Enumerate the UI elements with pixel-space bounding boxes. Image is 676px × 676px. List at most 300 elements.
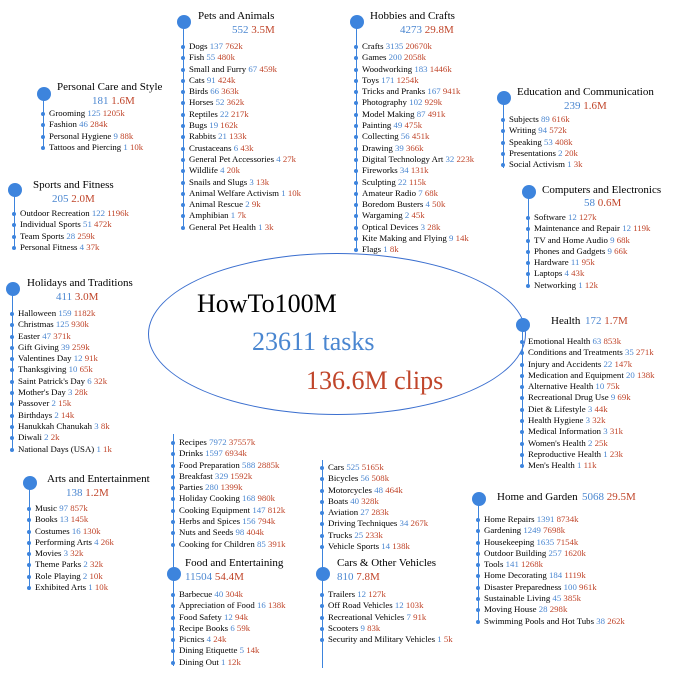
item-name: Fireworks xyxy=(362,165,398,176)
item-clip-count: 68k xyxy=(616,234,630,245)
item-clip-count: 1182k xyxy=(73,308,96,318)
category-items xyxy=(12,308,112,455)
item-task-count: 20 xyxy=(625,369,635,380)
item-name: Home Repairs xyxy=(484,514,535,524)
category-item xyxy=(356,64,474,75)
category-node-dot xyxy=(316,567,330,581)
item-name: Hardware xyxy=(534,257,569,268)
item-clip-count: 1205k xyxy=(102,108,125,118)
category-task-count: 172 xyxy=(585,315,602,327)
category-item xyxy=(173,505,286,516)
item-task-count: 3 xyxy=(67,387,73,398)
category-title: Education and Communication xyxy=(517,86,654,98)
item-task-count: 9 xyxy=(360,622,365,633)
item-task-count: 22 xyxy=(603,358,613,369)
item-name: Crafts xyxy=(362,41,384,51)
item-task-count: 588 xyxy=(242,459,256,470)
item-clip-count: 371k xyxy=(53,330,71,341)
item-task-count: 1 xyxy=(230,210,236,221)
item-task-count: 125 xyxy=(87,108,101,118)
item-task-count: 9 xyxy=(113,130,118,141)
category-item xyxy=(183,165,301,176)
category-title: Sports and Fitness xyxy=(33,179,114,191)
category-item xyxy=(322,462,428,473)
category-item xyxy=(356,97,474,108)
item-task-count: 156 xyxy=(242,516,256,527)
category-title: Home and Garden xyxy=(497,491,578,503)
item-task-count: 3 xyxy=(249,176,254,187)
item-task-count: 94 xyxy=(538,125,548,136)
category-task-count: 205 xyxy=(52,193,69,205)
category-item xyxy=(29,537,114,548)
category-item xyxy=(522,460,655,471)
item-name: Trailers xyxy=(328,589,356,599)
item-name: Presentations xyxy=(509,147,556,158)
item-name: TV and Home Audio xyxy=(534,234,608,245)
item-clip-count: 131k xyxy=(410,165,429,176)
item-task-count: 12 xyxy=(567,212,577,222)
item-task-count: 168 xyxy=(242,493,256,504)
item-name: Flags xyxy=(362,244,382,255)
category-item xyxy=(356,41,474,52)
item-name: Cooking for Children xyxy=(179,538,255,549)
item-task-count: 10 xyxy=(595,381,605,392)
item-clip-count: 8k xyxy=(100,420,110,431)
item-clip-count: 10k xyxy=(89,570,103,581)
item-clip-count: 88k xyxy=(120,130,134,141)
category-item xyxy=(356,52,474,63)
item-clip-count: 464k xyxy=(385,484,403,495)
item-name: Picnics xyxy=(179,634,205,645)
category-item xyxy=(522,438,655,449)
category-item xyxy=(14,219,129,230)
category-item xyxy=(12,398,112,409)
category-item xyxy=(528,280,650,291)
item-name: Tools xyxy=(484,559,504,570)
category-task-count: 411 xyxy=(56,291,73,303)
category-item xyxy=(29,526,114,537)
item-name: Grooming xyxy=(49,108,86,118)
category-title: Cars & Other Vehicles xyxy=(337,557,437,569)
item-clip-count: 262k xyxy=(607,615,625,626)
item-task-count: 12 xyxy=(357,589,367,599)
category-item xyxy=(173,539,286,550)
item-clip-count: 328k xyxy=(361,495,379,506)
category-item xyxy=(29,582,114,593)
category-stats xyxy=(232,23,275,37)
item-clip-count: 20k xyxy=(226,165,240,176)
category-item xyxy=(522,347,655,358)
item-clip-count: 127k xyxy=(368,589,386,599)
item-clip-count: 147k xyxy=(614,358,633,369)
category-item xyxy=(183,52,301,63)
item-name: Reptiles xyxy=(189,108,218,119)
item-name: Driving Techniques xyxy=(328,518,398,529)
category-item xyxy=(356,143,474,154)
item-name: Subjects xyxy=(509,114,539,124)
category-clip-count: 1.7M xyxy=(604,315,628,327)
item-clip-count: 616k xyxy=(552,114,570,124)
category-item xyxy=(173,589,286,600)
category-item xyxy=(183,131,301,142)
item-name: Disaster Preparedness xyxy=(484,581,562,592)
category-item xyxy=(478,570,625,581)
item-name: Crustaceans xyxy=(189,142,232,153)
category-item xyxy=(183,188,301,199)
category-task-count: 5068 xyxy=(582,491,604,503)
category-node-dot xyxy=(497,91,511,105)
item-clip-count: 27k xyxy=(282,153,297,164)
item-task-count: 1 xyxy=(88,582,93,593)
category-items xyxy=(503,114,583,170)
item-name: Costumes xyxy=(35,525,70,536)
item-task-count: 3135 xyxy=(385,41,404,51)
item-name: Alternative Health xyxy=(528,381,594,392)
category-item xyxy=(12,444,112,455)
item-clip-count: 145k xyxy=(70,514,89,525)
item-name: Food Preparation xyxy=(179,459,240,470)
category-item xyxy=(43,108,143,119)
item-task-count: 13 xyxy=(59,514,69,525)
item-clip-count: 298k xyxy=(549,604,568,615)
item-clip-count: 6934k xyxy=(224,448,247,459)
item-clip-count: 3k xyxy=(264,221,274,232)
item-name: Small and Furry xyxy=(189,63,247,74)
category-stats xyxy=(52,192,95,206)
item-name: Recipe Books xyxy=(179,622,229,633)
category-node-dot xyxy=(167,567,181,581)
item-name: Health Hygiene xyxy=(528,415,584,426)
category-item xyxy=(528,268,650,279)
category-item xyxy=(173,493,286,504)
item-name: Tricks and Pranks xyxy=(362,86,426,97)
category-node-dot xyxy=(350,15,364,29)
item-clip-count: 95k xyxy=(581,257,595,268)
item-name: Vehicle Sports xyxy=(328,541,380,552)
category-stats xyxy=(185,570,244,584)
item-task-count: 12 xyxy=(622,223,631,234)
category-item xyxy=(322,623,453,634)
category-items xyxy=(322,462,428,552)
category-item xyxy=(183,75,301,86)
item-clip-count: 1399k xyxy=(220,482,243,493)
item-task-count: 38 xyxy=(596,615,605,626)
item-clip-count: 13k xyxy=(255,176,270,187)
category-item xyxy=(478,616,625,627)
item-name: Barbecue xyxy=(179,589,213,599)
category-item xyxy=(528,235,650,246)
item-task-count: 2 xyxy=(44,432,49,443)
item-task-count: 22 xyxy=(397,176,407,187)
item-name: Animal Welfare Activism xyxy=(189,187,280,198)
item-task-count: 14 xyxy=(381,541,391,552)
item-clip-count: 7154k xyxy=(556,536,579,547)
category-items xyxy=(528,212,650,291)
category-item xyxy=(478,537,625,548)
category-clip-count: 1.2M xyxy=(85,487,109,499)
item-clip-count: 32k xyxy=(592,415,606,426)
item-task-count: 21 xyxy=(218,131,227,142)
item-clip-count: 223k xyxy=(456,153,475,164)
item-clip-count: 1620k xyxy=(563,547,586,558)
item-clip-count: 83k xyxy=(367,622,381,633)
item-name: Personal Fitness xyxy=(20,241,78,252)
item-task-count: 1 xyxy=(603,448,608,459)
item-task-count: 16 xyxy=(256,600,266,611)
item-task-count: 3 xyxy=(420,221,426,232)
item-clip-count: 259k xyxy=(72,341,90,352)
category-item xyxy=(183,64,301,75)
item-name: Housekeeping xyxy=(484,536,535,547)
item-name: Diet & Lifestyle xyxy=(528,403,586,414)
category-item xyxy=(522,404,655,415)
item-clip-count: 1k xyxy=(103,443,112,454)
item-name: Off Road Vehicles xyxy=(328,600,393,611)
item-clip-count: 480k xyxy=(217,52,235,63)
item-name: General Pet Accessories xyxy=(189,153,275,164)
item-clip-count: 43k xyxy=(571,268,585,279)
item-clip-count: 857k xyxy=(70,503,88,513)
item-clip-count: 94k xyxy=(234,611,249,622)
category-item xyxy=(356,109,474,120)
item-clip-count: 2885k xyxy=(257,459,280,470)
category-item xyxy=(322,634,453,645)
item-name: Painting xyxy=(362,120,392,131)
item-clip-count: 304k xyxy=(225,589,244,599)
item-name: Security and Military Vehicles xyxy=(328,634,436,645)
item-clip-count: 1254k xyxy=(396,74,419,85)
item-name: Animal Rescue xyxy=(189,199,243,210)
item-name: Music xyxy=(35,503,57,513)
item-name: Holiday Cooking xyxy=(179,493,240,504)
item-name: Boats xyxy=(328,495,349,506)
item-clip-count: 12k xyxy=(227,656,241,667)
category-item xyxy=(356,177,474,188)
category-item xyxy=(522,381,655,392)
category-item xyxy=(12,319,112,330)
item-task-count: 4 xyxy=(220,165,225,176)
item-name: Breakfast xyxy=(179,470,213,481)
category-task-count: 239 xyxy=(564,100,581,112)
item-task-count: 1 xyxy=(567,159,572,170)
item-task-count: 52 xyxy=(215,97,225,108)
category-item xyxy=(478,593,625,604)
item-clip-count: 20670k xyxy=(405,41,432,51)
category-item xyxy=(356,244,474,255)
category-item xyxy=(478,559,625,570)
item-name: Dining Etiquette xyxy=(179,645,238,656)
category-item xyxy=(503,125,583,136)
item-name: Fashion xyxy=(49,119,77,130)
category-item xyxy=(43,119,143,130)
category-item xyxy=(12,421,112,432)
item-task-count: 1 xyxy=(576,460,582,471)
category-item xyxy=(503,137,583,148)
category-item xyxy=(478,604,625,615)
item-task-count: 98 xyxy=(235,527,245,538)
item-name: Amateur Radio xyxy=(362,187,416,198)
item-task-count: 3 xyxy=(94,420,99,431)
category-item xyxy=(522,426,655,437)
category-node-dot xyxy=(177,15,191,29)
item-task-count: 5 xyxy=(239,645,245,656)
category-item xyxy=(183,41,301,52)
item-task-count: 1 xyxy=(258,221,263,232)
item-task-count: 19 xyxy=(209,120,219,131)
category-item xyxy=(12,331,112,342)
item-name: Men's Health xyxy=(528,460,575,471)
item-clip-count: 930k xyxy=(71,319,89,330)
item-clip-count: 451k xyxy=(411,131,430,142)
item-name: Dogs xyxy=(189,41,208,51)
item-clip-count: 363k xyxy=(221,86,239,97)
category-item xyxy=(14,208,129,219)
category-item xyxy=(29,571,114,582)
item-name: Amphibian xyxy=(189,210,229,221)
item-name: Parties xyxy=(179,482,203,493)
category-item xyxy=(43,131,143,142)
item-clip-count: 24k xyxy=(213,634,227,645)
item-task-count: 63 xyxy=(592,336,602,346)
item-clip-count: 14k xyxy=(455,233,469,244)
item-task-count: 34 xyxy=(399,518,409,529)
category-item xyxy=(503,114,583,125)
category-item xyxy=(183,210,301,221)
item-clip-count: 929k xyxy=(424,97,443,108)
item-task-count: 67 xyxy=(248,63,258,74)
item-task-count: 2 xyxy=(245,199,250,210)
category-item xyxy=(522,415,655,426)
item-task-count: 91 xyxy=(206,74,216,85)
category-item xyxy=(14,242,129,253)
item-name: Medical Information xyxy=(528,426,602,437)
item-task-count: 183 xyxy=(414,63,428,74)
category-item xyxy=(14,231,129,242)
item-task-count: 525 xyxy=(346,462,360,472)
category-item xyxy=(522,449,655,460)
item-task-count: 1391 xyxy=(536,514,555,524)
category-item xyxy=(528,212,650,223)
item-name: Bicycles xyxy=(328,473,359,484)
item-task-count: 2 xyxy=(82,570,88,581)
item-task-count: 102 xyxy=(409,97,423,108)
category-item xyxy=(29,514,114,525)
category-item xyxy=(173,645,286,656)
item-clip-count: 259k xyxy=(77,230,95,241)
item-task-count: 34 xyxy=(399,165,409,176)
item-clip-count: 8734k xyxy=(556,514,579,524)
item-task-count: 6 xyxy=(87,375,92,386)
category-item xyxy=(503,159,583,170)
category-items xyxy=(322,589,453,645)
item-task-count: 35 xyxy=(625,347,634,358)
item-clip-count: 91k xyxy=(84,353,98,364)
category-item xyxy=(173,612,286,623)
item-clip-count: 130k xyxy=(82,525,101,536)
item-task-count: 51 xyxy=(83,219,92,230)
item-clip-count: 44k xyxy=(594,403,608,414)
item-clip-count: 31k xyxy=(609,426,624,437)
category-item xyxy=(173,527,286,538)
category-clip-count: 3.5M xyxy=(251,24,275,36)
category-clip-count: 29.8M xyxy=(424,24,454,36)
center-title: HowTo100M xyxy=(197,289,337,318)
category-item xyxy=(29,503,114,514)
category-item xyxy=(322,600,453,611)
item-name: Mother's Day xyxy=(18,387,66,398)
item-name: Emotional Health xyxy=(528,336,591,346)
item-task-count: 1 xyxy=(437,634,442,645)
item-name: Rabbits xyxy=(189,131,216,142)
category-item xyxy=(183,86,301,97)
item-task-count: 7 xyxy=(406,611,411,622)
item-clip-count: 43k xyxy=(240,142,254,153)
item-clip-count: 2k xyxy=(50,432,60,443)
item-task-count: 7972 xyxy=(209,437,227,447)
item-task-count: 46 xyxy=(79,119,88,130)
category-item xyxy=(173,460,286,471)
category-node-dot xyxy=(23,476,37,490)
category-stats xyxy=(92,94,135,108)
item-clip-count: 127k xyxy=(578,212,597,222)
item-clip-count: 133k xyxy=(229,131,247,142)
item-name: Role Playing xyxy=(35,570,81,581)
category-item xyxy=(173,516,286,527)
item-task-count: 4 xyxy=(206,634,212,645)
item-task-count: 56 xyxy=(360,473,370,484)
category-item xyxy=(528,223,650,234)
item-name: National Days (USA) xyxy=(18,443,95,454)
category-stats xyxy=(585,314,628,328)
category-task-count: 810 xyxy=(337,571,354,583)
item-name: Cats xyxy=(189,74,205,85)
category-item xyxy=(356,210,474,221)
category-item xyxy=(356,165,474,176)
item-task-count: 1249 xyxy=(523,525,541,536)
item-clip-count: 66k xyxy=(614,245,628,256)
item-clip-count: 10k xyxy=(130,141,144,152)
item-clip-count: 65k xyxy=(79,364,93,375)
category-items xyxy=(173,589,286,668)
item-name: Books xyxy=(35,514,58,525)
item-name: Gardening xyxy=(484,525,522,536)
item-clip-count: 7k xyxy=(237,210,247,221)
item-task-count: 87 xyxy=(416,108,426,119)
item-clip-count: 138k xyxy=(392,541,410,552)
category-item xyxy=(173,600,286,611)
item-clip-count: 14k xyxy=(246,645,260,656)
category-item xyxy=(528,257,650,268)
category-node-dot xyxy=(8,183,22,197)
item-task-count: 147 xyxy=(252,504,266,515)
item-clip-count: 424k xyxy=(217,74,236,85)
item-clip-count: 138k xyxy=(267,600,286,611)
item-task-count: 4 xyxy=(425,199,430,210)
item-name: Injury and Accidents xyxy=(528,358,602,369)
item-task-count: 9 xyxy=(449,233,454,244)
item-name: Theme Parks xyxy=(35,559,82,570)
item-name: Digital Technology Art xyxy=(362,153,444,164)
item-clip-count: 162k xyxy=(220,120,238,131)
category-title: Arts and Entertainment xyxy=(47,473,150,485)
category-node-dot xyxy=(472,492,486,506)
item-clip-count: 1268k xyxy=(521,559,544,570)
category-task-count: 4273 xyxy=(400,24,422,36)
category-clip-count: 3.0M xyxy=(74,291,99,303)
item-name: Optical Devices xyxy=(362,221,419,232)
item-name: Outdoor Recreation xyxy=(20,208,90,218)
item-name: Toys xyxy=(362,74,379,85)
